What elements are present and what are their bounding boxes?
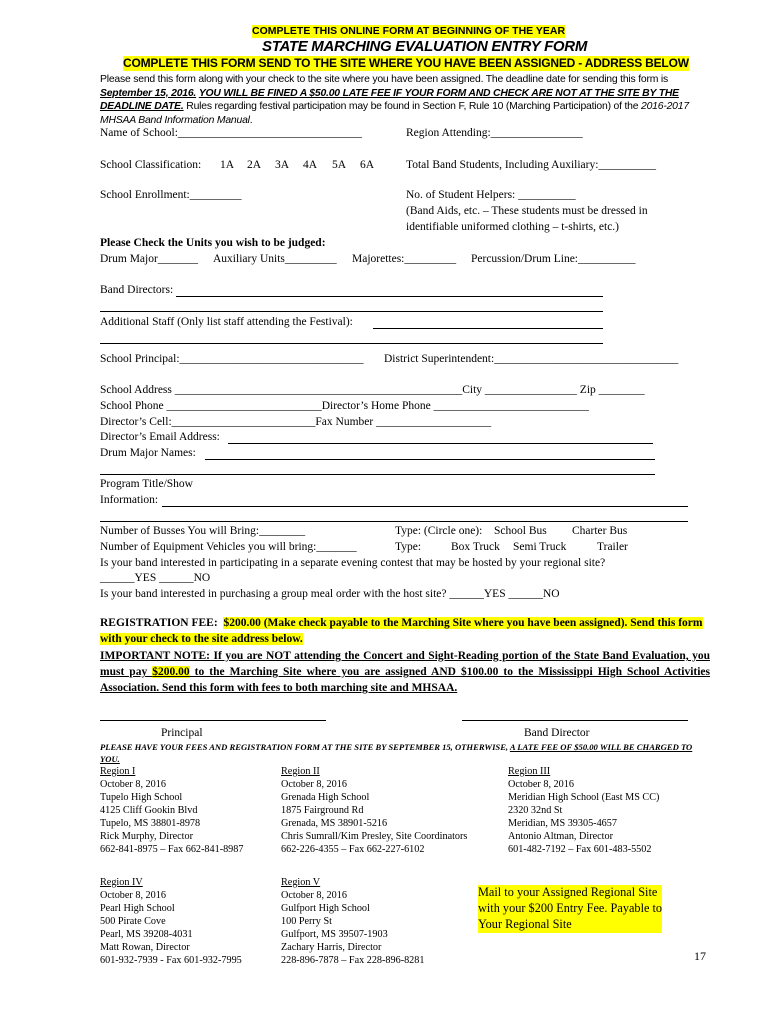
region-street: 1875 Fairground Rd xyxy=(281,804,364,816)
mail-note-line: Your Regional Site xyxy=(478,916,572,931)
equipment-vehicles-field[interactable]: Number of Equipment Vehicles you will bring:_______ xyxy=(100,541,357,553)
total-band-students-field[interactable]: Total Band Students, Including Auxiliary:__________ xyxy=(406,159,656,171)
bus-type-school[interactable]: School Bus xyxy=(494,525,547,537)
class-option-2a[interactable]: 2A xyxy=(247,159,262,171)
school-principal-field[interactable]: School Principal:________________________________ xyxy=(100,353,364,365)
region-date: October 8, 2016 xyxy=(100,889,166,901)
page-number: 17 xyxy=(694,949,706,963)
registration-fee-notice: REGISTRATION FEE: $200.00 (Make check payable to the Marching Site where you have been assigned). Send this form with your check to the site address below. xyxy=(100,617,703,646)
region-contact: Zachary Harris, Director xyxy=(281,941,382,953)
information-line[interactable] xyxy=(162,506,688,507)
region-phone: 601-932-7939 - Fax 601-932-7995 xyxy=(100,954,242,966)
school-address-field[interactable]: School Address __________________________________________________City ________________ Zip ________ xyxy=(100,384,645,396)
information-label: Information: xyxy=(100,494,159,506)
additional-staff-line[interactable] xyxy=(373,328,603,329)
region-contact: Rick Murphy, Director xyxy=(100,830,193,842)
additional-staff-label: Additional Staff (Only list staff attending the Festival): xyxy=(100,316,353,328)
helpers-note: (Band Aids, etc. – These students must be dressed in xyxy=(406,205,648,217)
vehicle-type-box-truck[interactable]: Box Truck xyxy=(451,541,500,553)
drum-major-check[interactable]: Drum Major_______ xyxy=(100,253,199,265)
region-v-block xyxy=(281,877,424,968)
region-street: 100 Perry St xyxy=(281,915,332,927)
drum-major-names-line[interactable] xyxy=(205,459,655,460)
region-date: October 8, 2016 xyxy=(281,778,347,790)
band-director-signature-line[interactable] xyxy=(462,720,688,721)
region-contact: Antonio Altman, Director xyxy=(508,830,613,842)
region-date: October 8, 2016 xyxy=(100,778,166,790)
band-directors-line[interactable] xyxy=(176,296,603,297)
busses-field[interactable]: Number of Busses You will Bring:________ xyxy=(100,525,306,537)
bus-type-charter[interactable]: Charter Bus xyxy=(572,525,628,537)
class-option-3a[interactable]: 3A xyxy=(275,159,290,171)
principal-signature-label: Principal xyxy=(161,727,203,739)
group-meal-question[interactable]: Is your band interested in purchasing a group meal order with the host site? ______YES ______NO xyxy=(100,588,560,600)
mail-note xyxy=(478,885,662,933)
mail-note-line: with your $200 Entry Fee. Payable to xyxy=(478,900,663,915)
vehicle-type-label: Type: xyxy=(395,541,422,553)
region-street: 2320 32nd St xyxy=(508,804,563,816)
helpers-note: identifiable uniformed clothing – t-shirts, etc.) xyxy=(406,221,620,233)
region-phone: 662-841-8975 – Fax 662-841-8987 xyxy=(100,843,244,855)
school-name-field[interactable]: Name of School:________________________________ xyxy=(100,127,362,139)
principal-signature-line[interactable] xyxy=(100,720,326,721)
band-directors-label: Band Directors: xyxy=(100,284,174,296)
vehicle-type-trailer[interactable]: Trailer xyxy=(597,541,628,553)
region-street: 4125 Cliff Gookin Blvd xyxy=(100,804,198,816)
region-ii-block xyxy=(281,766,467,857)
region-attending-field[interactable]: Region Attending:________________ xyxy=(406,127,583,139)
units-heading: Please Check the Units you wish to be judged: xyxy=(100,237,326,249)
region-city: Grenada, MS 38901-5216 xyxy=(281,817,388,829)
intro-paragraph: Please send this form along with your check to the site where you have been assigned. The deadline date for sending this form is September 15, 2016. YOU WILL BE FINED A $50.00 LATE FEE IF YOUR FORM AND CHECK ARE NOT AT THE SITE BY THE DEADLINE DATE. Rules regarding festival participation may be found in Section F, Rule 10 (Marching Participation) of the 2016-2017 MHSAA Band Information Manual. xyxy=(100,74,689,126)
separate-contest-answer[interactable]: ______YES ______NO xyxy=(100,572,211,584)
mail-note-line: Mail to your Assigned Regional Site xyxy=(478,885,658,899)
header-instruction: COMPLETE THIS ONLINE FORM AT BEGINNING OF THE YEAR xyxy=(252,25,566,37)
classification-label: School Classification: xyxy=(100,159,202,171)
directors-cell-field[interactable]: Director’s Cell:_________________________Fax Number ____________________ xyxy=(100,416,492,428)
region-i-block xyxy=(100,766,243,857)
region-date: October 8, 2016 xyxy=(508,778,574,790)
class-option-4a[interactable]: 4A xyxy=(303,159,318,171)
directors-email-label: Director’s Email Address: xyxy=(100,431,220,443)
district-superintendent-field[interactable]: District Superintendent:________________________________ xyxy=(384,353,679,365)
region-phone: 228-896-7878 – Fax 228-896-8281 xyxy=(281,954,425,966)
region-phone: 662-226-4355 – Fax 662-227-6102 xyxy=(281,843,425,855)
directors-email-line[interactable] xyxy=(228,443,653,444)
region-iii-block xyxy=(508,766,659,857)
program-title-label: Program Title/Show xyxy=(100,478,193,490)
region-city: Tupelo, MS 38801-8978 xyxy=(100,817,201,829)
region-school: Gulfport High School xyxy=(281,902,370,914)
region-iv-block xyxy=(100,877,242,968)
region-city: Pearl, MS 39208-4031 xyxy=(100,928,193,940)
drum-major-names-line-2[interactable] xyxy=(100,474,655,475)
region-street: 500 Pirate Cove xyxy=(100,915,166,927)
separate-contest-question: Is your band interested in participating in a separate evening contest that may be hosted by your regional site? xyxy=(100,557,606,569)
region-date: October 8, 2016 xyxy=(281,889,347,901)
form-title: STATE MARCHING EVALUATION ENTRY FORM xyxy=(262,38,588,55)
region-name: Region II xyxy=(281,766,320,777)
region-name: Region I xyxy=(100,766,136,777)
region-school: Tupelo High School xyxy=(100,791,183,803)
information-line-2[interactable] xyxy=(100,521,688,522)
region-city: Gulfport, MS 39507-1903 xyxy=(281,928,388,940)
region-contact: Matt Rowan, Director xyxy=(100,941,190,953)
school-phone-field[interactable]: School Phone ___________________________Director’s Home Phone ___________________________ xyxy=(100,400,589,412)
student-helpers-field[interactable]: No. of Student Helpers: __________ xyxy=(406,189,576,201)
bus-type-label: Type: (Circle one): xyxy=(395,525,483,537)
region-school: Meridian High School (East MS CC) xyxy=(508,791,660,803)
important-note: IMPORTANT NOTE: If you are NOT attending the Concert and Sight-Reading portion of the State Band Evaluation, you must pay $200.00 to the Marching Site where you are assigned AND $100.00 to the Mississippi High School Activities Association. Send this form with fees to both marching site and MHSAA. xyxy=(100,650,710,695)
header-send-instruction: COMPLETE THIS FORM SEND TO THE SITE WHERE YOU HAVE BEEN ASSIGNED - ADDRESS BELOW xyxy=(123,56,689,70)
region-phone: 601-482-7192 – Fax 601-483-5502 xyxy=(508,843,652,855)
region-school: Grenada High School xyxy=(281,791,370,803)
band-directors-line-2[interactable] xyxy=(100,311,603,312)
auxiliary-units-check[interactable]: Auxiliary Units_________ xyxy=(213,253,337,265)
class-option-5a[interactable]: 5A xyxy=(332,159,347,171)
class-option-6a[interactable]: 6A xyxy=(360,159,375,171)
majorettes-check[interactable]: Majorettes:_________ xyxy=(352,253,457,265)
school-enrollment-field[interactable]: School Enrollment:_________ xyxy=(100,189,242,201)
region-school: Pearl High School xyxy=(100,902,175,914)
region-name: Region V xyxy=(281,877,321,888)
region-name: Region III xyxy=(508,766,551,777)
region-city: Meridian, MS 39305-4657 xyxy=(508,817,617,829)
class-option-1a[interactable]: 1A xyxy=(220,159,235,171)
percussion-check[interactable]: Percussion/Drum Line:__________ xyxy=(471,253,636,265)
drum-major-names-label: Drum Major Names: xyxy=(100,447,196,459)
region-name: Region IV xyxy=(100,877,143,888)
late-fee-notice: PLEASE HAVE YOUR FEES AND REGISTRATION FORM AT THE SITE BY SEPTEMBER 15, OTHERWISE, A LATE FEE OF $50.00 WILL BE CHARGED TO YOU. xyxy=(100,742,693,765)
additional-staff-line-2[interactable] xyxy=(100,343,603,344)
vehicle-type-semi-truck[interactable]: Semi Truck xyxy=(513,541,567,553)
band-director-signature-label: Band Director xyxy=(524,727,590,739)
region-contact: Chris Sumrall/Kim Presley, Site Coordinators xyxy=(281,830,468,842)
